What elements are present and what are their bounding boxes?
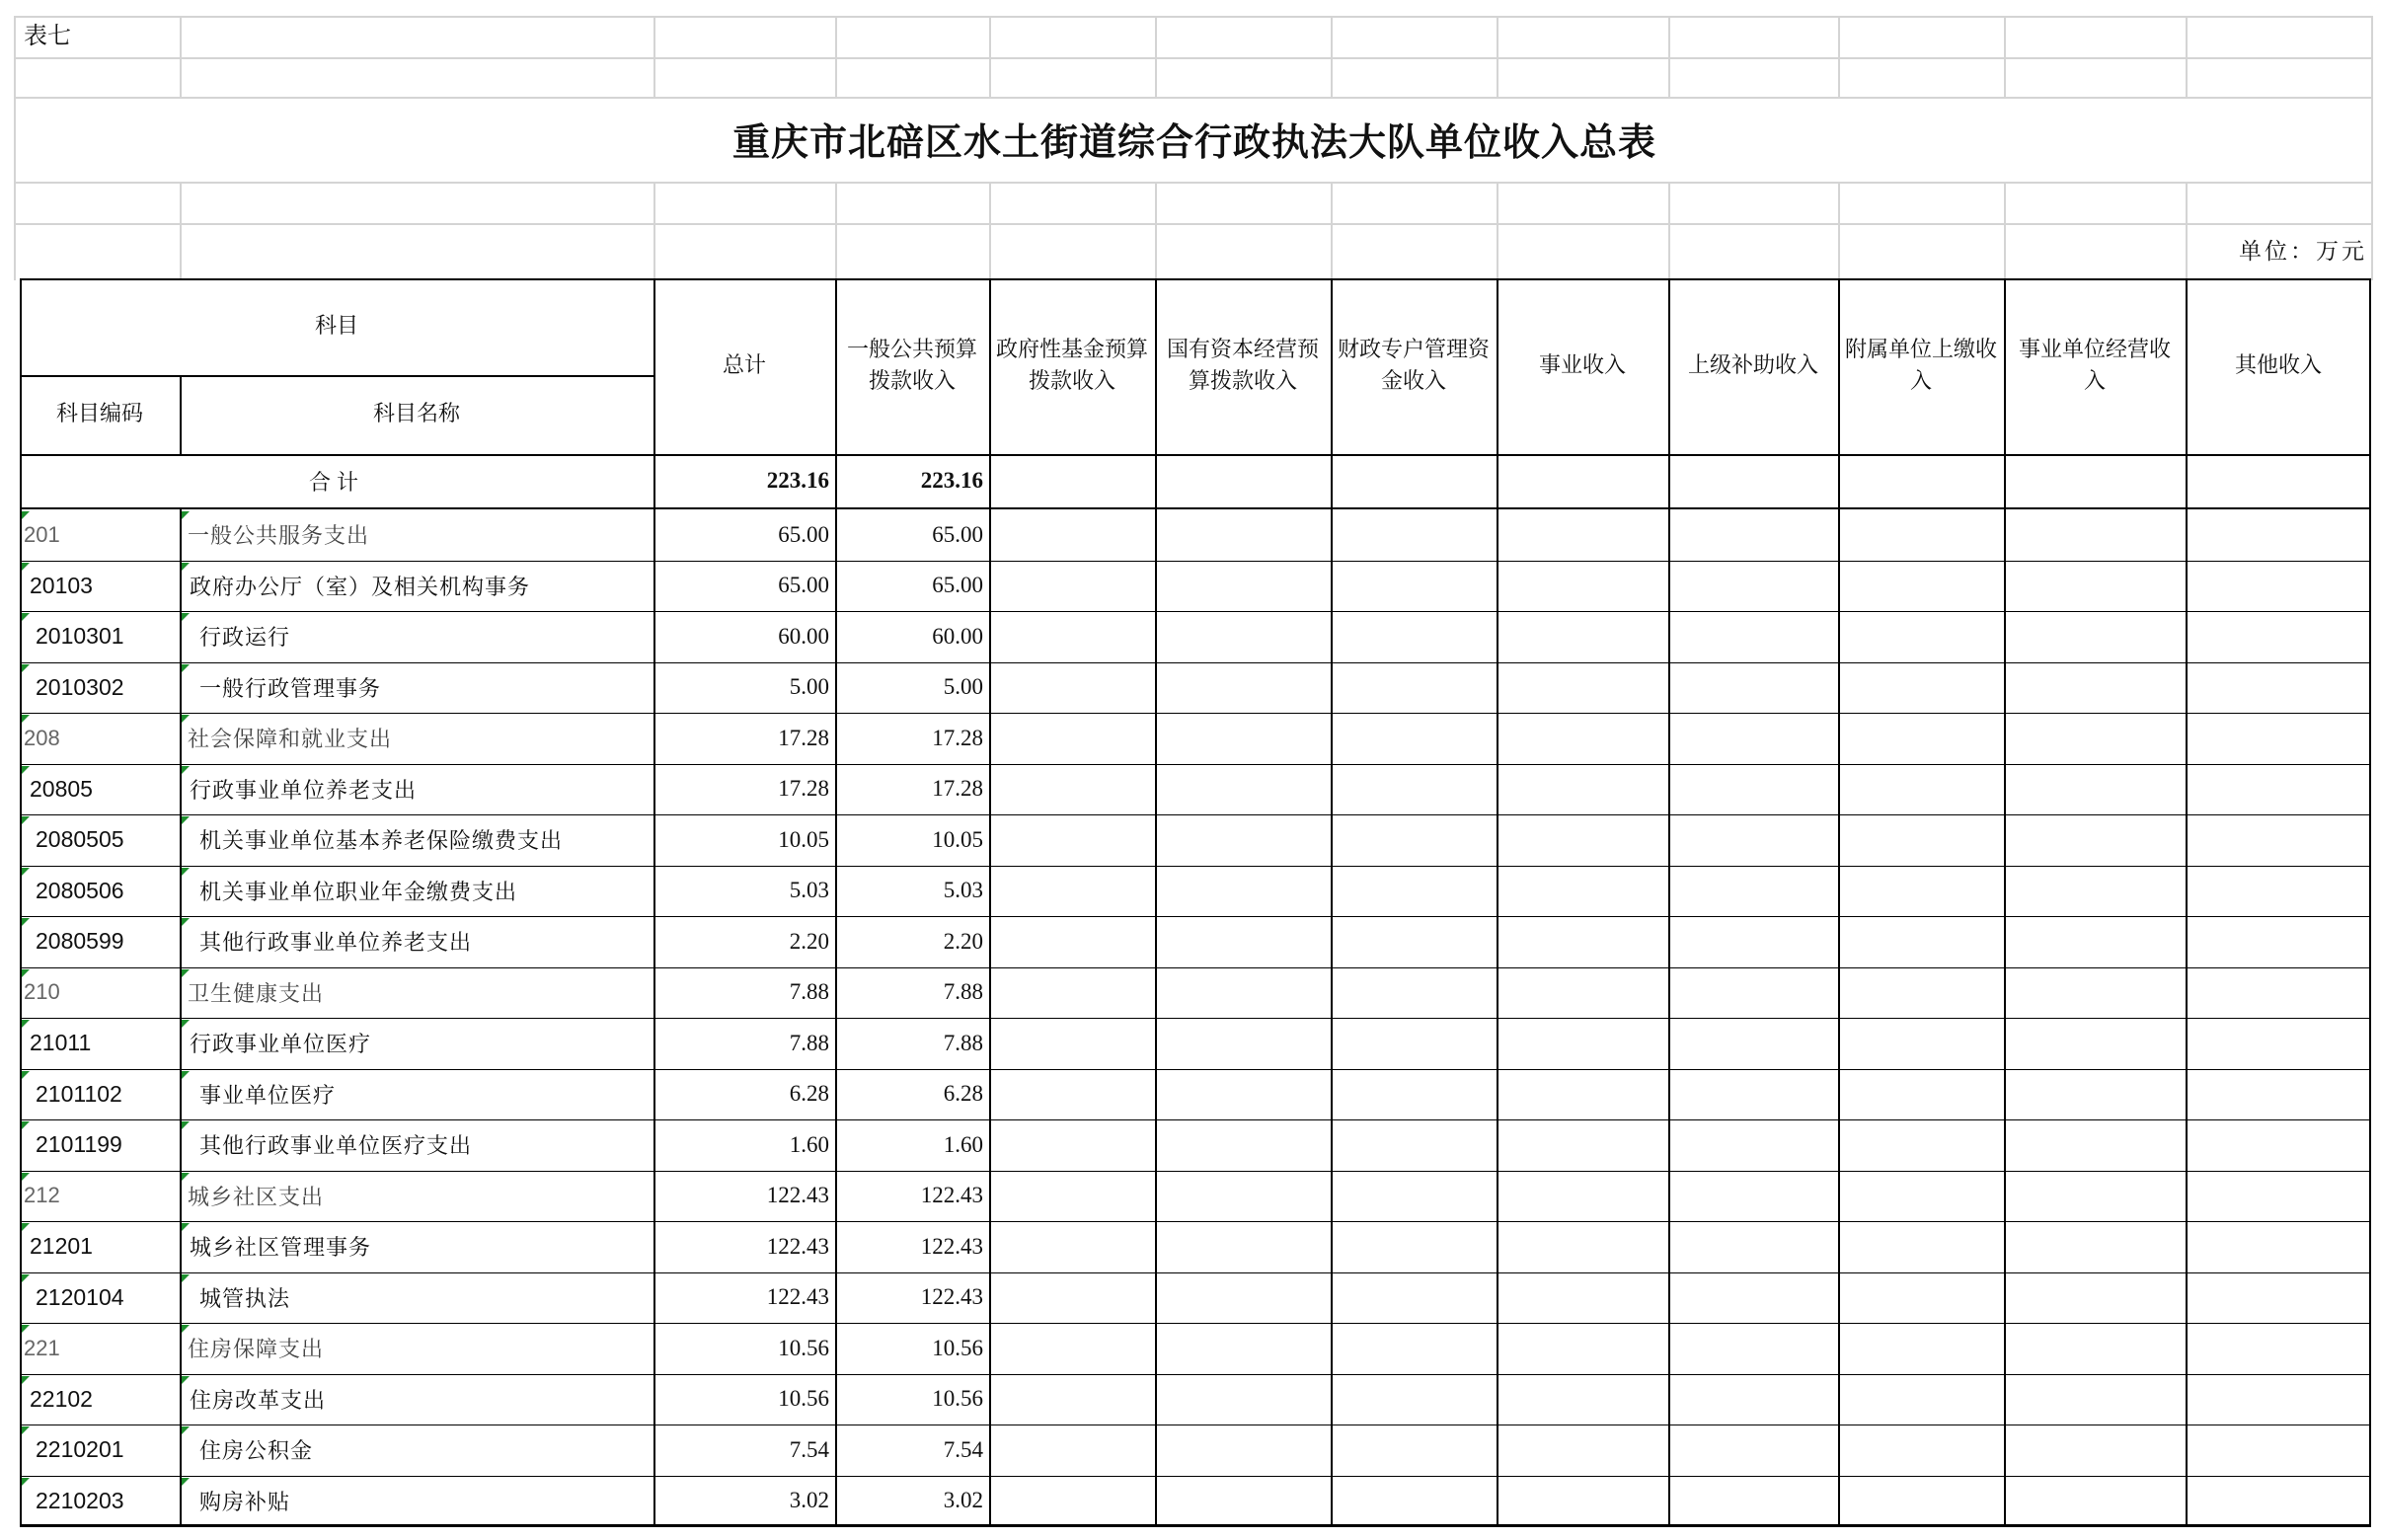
total-cell: 17.28 bbox=[778, 725, 829, 750]
subject-name-cell: 事业单位医疗 bbox=[199, 1083, 337, 1109]
total-cell: 10.05 bbox=[778, 826, 829, 852]
grid-line bbox=[653, 182, 655, 280]
subject-code-cell: 208 bbox=[24, 725, 60, 750]
cell-indicator-icon bbox=[22, 1426, 30, 1434]
header-subject-name: 科目名称 bbox=[372, 402, 460, 426]
cell-indicator-icon bbox=[22, 1325, 30, 1333]
cell-indicator-icon bbox=[182, 1121, 190, 1129]
total-cell: 3.02 bbox=[789, 1488, 829, 1513]
column-divider bbox=[989, 278, 991, 1526]
total-cell: 6.28 bbox=[789, 1081, 829, 1107]
general-budget-cell: 7.54 bbox=[943, 1436, 983, 1462]
total-cell: 7.54 bbox=[789, 1436, 829, 1462]
subject-name-cell: 城管执法 bbox=[199, 1286, 291, 1312]
general-budget-cell: 10.56 bbox=[932, 1335, 983, 1360]
cell-indicator-icon bbox=[22, 664, 30, 672]
total-cell: 60.00 bbox=[778, 623, 829, 649]
grid-line bbox=[2004, 182, 2006, 280]
subject-code-cell: 20103 bbox=[30, 572, 93, 598]
total-cell: 65.00 bbox=[778, 573, 829, 598]
total-cell: 7.88 bbox=[789, 1030, 829, 1055]
cell-indicator-icon bbox=[22, 969, 30, 977]
cell-indicator-icon bbox=[22, 816, 30, 824]
subject-code-cell: 2010302 bbox=[36, 673, 124, 700]
grid-line bbox=[653, 16, 655, 99]
cell-indicator-icon bbox=[182, 1223, 190, 1231]
cell-indicator-icon bbox=[22, 1121, 30, 1129]
column-divider bbox=[180, 507, 182, 1526]
cell-indicator-icon bbox=[22, 1071, 30, 1079]
header-general-budget: 一般公共预算拨款收入 bbox=[846, 338, 977, 394]
grid-line bbox=[2371, 16, 2373, 280]
subject-name-cell: 其他行政事业单位医疗支出 bbox=[199, 1134, 473, 1160]
general-budget-cell: 65.00 bbox=[932, 573, 983, 598]
cell-indicator-icon bbox=[22, 1478, 30, 1486]
column-divider bbox=[1497, 278, 1498, 1526]
total-cell: 10.56 bbox=[778, 1335, 829, 1360]
general-budget-cell: 7.88 bbox=[943, 1030, 983, 1055]
cell-indicator-icon bbox=[182, 918, 190, 926]
cell-indicator-icon bbox=[182, 1426, 190, 1434]
cell-indicator-icon bbox=[22, 868, 30, 876]
subject-name-cell: 城乡社区支出 bbox=[188, 1185, 325, 1210]
grid-line bbox=[1331, 182, 1333, 280]
grid-line bbox=[989, 182, 991, 280]
subject-name-cell: 政府办公厅（室）及相关机构事务 bbox=[190, 575, 531, 600]
subject-code-cell: 2101199 bbox=[36, 1131, 122, 1158]
cell-indicator-icon bbox=[182, 613, 190, 621]
cell-indicator-icon bbox=[182, 1020, 190, 1028]
subject-name-cell: 购房补贴 bbox=[199, 1490, 291, 1515]
cell-indicator-icon bbox=[22, 918, 30, 926]
general-budget-cell: 122.43 bbox=[920, 1183, 983, 1208]
subject-name-cell: 机关事业单位基本养老保险缴费支出 bbox=[199, 829, 564, 855]
grid-line bbox=[1668, 182, 1670, 280]
subject-code-cell: 22102 bbox=[30, 1385, 93, 1412]
total-cell: 7.88 bbox=[789, 979, 829, 1005]
cell-indicator-icon bbox=[182, 664, 190, 672]
cell-indicator-icon bbox=[22, 1274, 30, 1282]
cell-indicator-icon bbox=[182, 1274, 190, 1282]
cell-indicator-icon bbox=[22, 613, 30, 621]
cell-indicator-icon bbox=[22, 1173, 30, 1181]
column-divider bbox=[2004, 278, 2006, 1526]
subject-name-cell: 其他行政事业单位养老支出 bbox=[199, 931, 473, 957]
header-total: 总计 bbox=[722, 353, 766, 378]
total-cell: 122.43 bbox=[766, 1233, 829, 1259]
subject-name-cell: 一般行政管理事务 bbox=[199, 676, 382, 702]
column-divider bbox=[1838, 278, 1840, 1526]
grid-line bbox=[1155, 182, 1157, 280]
general-budget-cell: 122.43 bbox=[920, 1233, 983, 1259]
total-cell: 10.56 bbox=[778, 1386, 829, 1412]
page-title: 重庆市北碚区水土街道综合行政执法大队单位收入总表 bbox=[731, 118, 1656, 164]
subject-name-cell: 行政运行 bbox=[199, 626, 291, 652]
column-divider bbox=[2186, 278, 2188, 1526]
general-budget-cell: 10.05 bbox=[932, 826, 983, 852]
cell-indicator-icon bbox=[22, 511, 30, 519]
cell-indicator-icon bbox=[182, 1325, 190, 1333]
grid-line bbox=[180, 16, 182, 99]
grid-line bbox=[14, 57, 2373, 59]
grid-line bbox=[2004, 16, 2006, 99]
grid-line bbox=[835, 16, 837, 99]
header-other-income: 其他收入 bbox=[2234, 353, 2322, 378]
total-row-general-budget: 223.16 bbox=[920, 468, 983, 493]
subject-name-cell: 城乡社区管理事务 bbox=[190, 1236, 372, 1262]
subject-code-cell: 2101102 bbox=[36, 1080, 122, 1107]
subject-name-cell: 住房公积金 bbox=[199, 1439, 314, 1465]
subject-code-cell: 21201 bbox=[30, 1233, 93, 1260]
header-state-capital: 国有资本经营预算拨款收入 bbox=[1166, 338, 1319, 394]
total-cell: 5.03 bbox=[789, 878, 829, 903]
general-budget-cell: 17.28 bbox=[932, 776, 983, 802]
subject-name-cell: 社会保障和就业支出 bbox=[188, 728, 393, 753]
cell-indicator-icon bbox=[182, 868, 190, 876]
sheet-label: 表七 bbox=[24, 22, 71, 49]
grid-line bbox=[989, 16, 991, 99]
cell-indicator-icon bbox=[22, 1376, 30, 1384]
cell-indicator-icon bbox=[182, 1478, 190, 1486]
header-business-income: 事业收入 bbox=[1538, 353, 1626, 378]
grid-line bbox=[1497, 182, 1498, 280]
grid-line bbox=[2186, 182, 2188, 280]
cell-indicator-icon bbox=[22, 766, 30, 774]
subject-code-cell: 2080599 bbox=[36, 928, 124, 955]
total-cell: 1.60 bbox=[789, 1131, 829, 1157]
cell-indicator-icon bbox=[182, 816, 190, 824]
total-row-label: 合计 bbox=[308, 470, 364, 496]
total-cell: 17.28 bbox=[778, 776, 829, 802]
total-cell: 5.00 bbox=[789, 674, 829, 700]
header-subject-code: 科目编码 bbox=[55, 402, 143, 426]
column-divider bbox=[1668, 278, 1670, 1526]
total-cell: 2.20 bbox=[789, 928, 829, 954]
general-budget-cell: 10.56 bbox=[932, 1386, 983, 1412]
cell-indicator-icon bbox=[182, 1376, 190, 1384]
total-cell: 122.43 bbox=[766, 1284, 829, 1310]
column-divider bbox=[1155, 278, 1157, 1526]
subject-name-cell: 一般公共服务支出 bbox=[188, 524, 370, 550]
grid-line bbox=[1838, 16, 1840, 99]
subject-code-cell: 201 bbox=[24, 521, 60, 547]
column-divider bbox=[1331, 278, 1333, 1526]
general-budget-cell: 65.00 bbox=[932, 521, 983, 547]
total-cell: 122.43 bbox=[766, 1183, 829, 1208]
cell-indicator-icon bbox=[22, 1223, 30, 1231]
total-row-total: 223.16 bbox=[766, 468, 829, 493]
cell-indicator-icon bbox=[182, 1071, 190, 1079]
grid-line bbox=[180, 182, 182, 280]
subject-code-cell: 2120104 bbox=[36, 1283, 124, 1310]
general-budget-cell: 7.88 bbox=[943, 979, 983, 1005]
header-superior-subsidy: 上级补助收入 bbox=[1687, 353, 1818, 378]
cell-indicator-icon bbox=[182, 511, 190, 519]
subject-code-cell: 21011 bbox=[30, 1030, 92, 1056]
subject-code-cell: 2080506 bbox=[36, 877, 124, 903]
general-budget-cell: 2.20 bbox=[943, 928, 983, 954]
grid-line bbox=[835, 182, 837, 280]
subject-code-cell: 221 bbox=[24, 1335, 60, 1360]
header-special-fund: 财政专户管理资金收入 bbox=[1337, 338, 1490, 394]
general-budget-cell: 17.28 bbox=[932, 725, 983, 750]
subject-code-cell: 2210203 bbox=[36, 1487, 124, 1513]
general-budget-cell: 3.02 bbox=[943, 1488, 983, 1513]
general-budget-cell: 6.28 bbox=[943, 1081, 983, 1107]
subject-name-cell: 住房改革支出 bbox=[190, 1388, 327, 1414]
grid-line bbox=[1331, 16, 1333, 99]
subject-code-cell: 20805 bbox=[30, 775, 93, 802]
grid-line bbox=[14, 223, 2373, 225]
subject-name-cell: 机关事业单位职业年金缴费支出 bbox=[199, 880, 518, 905]
cell-indicator-icon bbox=[182, 969, 190, 977]
cell-indicator-icon bbox=[22, 563, 30, 571]
subject-name-cell: 行政事业单位医疗 bbox=[190, 1033, 372, 1058]
subject-code-cell: 2010301 bbox=[36, 623, 124, 650]
grid-line bbox=[14, 16, 16, 280]
cell-indicator-icon bbox=[22, 1020, 30, 1028]
grid-line bbox=[1838, 182, 1840, 280]
general-budget-cell: 122.43 bbox=[920, 1284, 983, 1310]
grid-line bbox=[1155, 16, 1157, 99]
grid-line bbox=[14, 16, 2373, 18]
grid-line bbox=[1497, 16, 1498, 99]
cell-indicator-icon bbox=[182, 715, 190, 723]
row-divider bbox=[20, 1526, 2371, 1527]
general-budget-cell: 5.03 bbox=[943, 878, 983, 903]
header-operating-income: 事业单位经营收入 bbox=[2018, 338, 2171, 394]
cell-indicator-icon bbox=[22, 715, 30, 723]
subject-code-cell: 2210201 bbox=[36, 1436, 124, 1463]
subject-name-cell: 行政事业单位养老支出 bbox=[190, 778, 418, 804]
general-budget-cell: 60.00 bbox=[932, 623, 983, 649]
grid-line bbox=[2186, 16, 2188, 99]
unit-label: 单位：万元 bbox=[2239, 239, 2367, 265]
general-budget-cell: 1.60 bbox=[943, 1131, 983, 1157]
header-subject: 科目 bbox=[314, 314, 358, 339]
cell-indicator-icon bbox=[182, 766, 190, 774]
header-affiliate-payment: 附属单位上缴收入 bbox=[1844, 338, 1997, 394]
cell-indicator-icon bbox=[182, 563, 190, 571]
subject-code-cell: 2080505 bbox=[36, 826, 124, 853]
general-budget-cell: 5.00 bbox=[943, 674, 983, 700]
subject-name-cell: 住房保障支出 bbox=[188, 1338, 325, 1363]
subject-name-cell: 卫生健康支出 bbox=[188, 981, 325, 1007]
total-cell: 65.00 bbox=[778, 521, 829, 547]
grid-line bbox=[1668, 16, 1670, 99]
subject-code-cell: 210 bbox=[24, 979, 60, 1005]
grid-line bbox=[14, 182, 2373, 184]
cell-indicator-icon bbox=[182, 1173, 190, 1181]
subject-code-cell: 212 bbox=[24, 1183, 60, 1208]
header-gov-fund: 政府性基金预算拨款收入 bbox=[995, 338, 1148, 394]
